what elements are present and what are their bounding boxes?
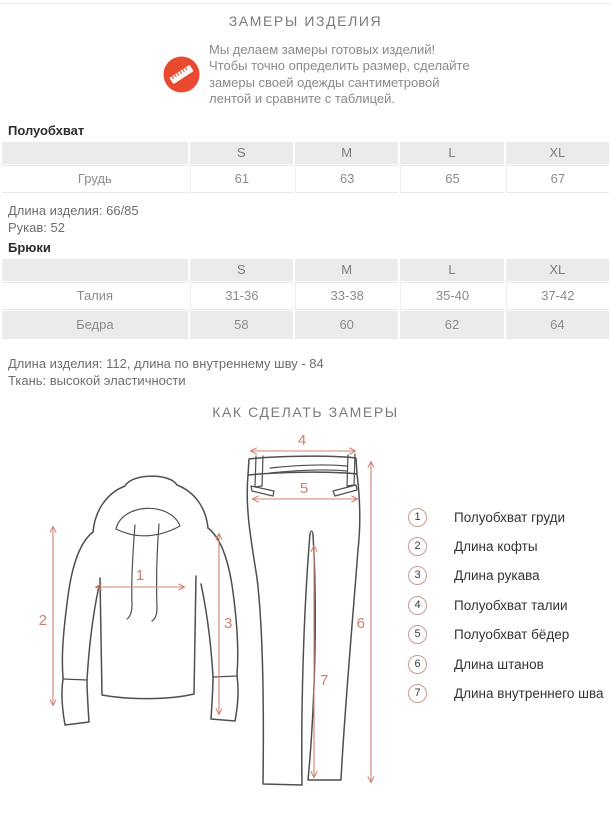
hoodie-hood-opening-path — [116, 508, 180, 535]
value-cell: 33-38 — [295, 282, 398, 310]
pants-right-leg-path — [308, 474, 360, 780]
size-header-cell: M — [295, 259, 398, 281]
row-label-cell: Грудь — [2, 165, 188, 193]
legend-label: Длина штанов — [454, 656, 544, 672]
legend-number-badge: 6 — [408, 655, 427, 674]
value-cell: 63 — [295, 165, 398, 193]
legend-number-badge: 3 — [408, 566, 427, 585]
legend-item — [408, 566, 604, 585]
legend-label: Длина рукава — [454, 568, 540, 584]
size-header-cell: S — [190, 142, 293, 164]
legend-item — [408, 684, 604, 703]
product-measurements-page — [0, 3, 611, 803]
measurement-figure — [30, 428, 410, 800]
tops-size-table — [0, 141, 611, 194]
size-header-cell: L — [400, 259, 503, 281]
note-sleeve: Рукав: 52 — [8, 219, 65, 235]
size-header-cell: S — [190, 259, 293, 281]
mark-3: 3 — [224, 614, 233, 632]
pants-outline — [247, 454, 360, 785]
legend-item — [408, 537, 604, 556]
value-cell: 62 — [400, 311, 503, 339]
note-pants-length: Длина изделия: 112, длина по внутреннему шву - 84 — [8, 355, 324, 371]
value-cell: 31-36 — [190, 282, 293, 310]
legend-number-badge: 4 — [408, 596, 427, 615]
legend-number-badge: 2 — [408, 537, 427, 556]
value-cell: 35-40 — [400, 282, 503, 310]
row-label-cell: Талия — [2, 282, 188, 310]
legend-item — [408, 625, 604, 644]
measurement-legend — [408, 508, 604, 714]
mark-4: 4 — [297, 431, 307, 449]
row-label-cell: Бедра — [2, 311, 188, 339]
size-header-cell: XL — [506, 142, 609, 164]
legend-item — [408, 596, 604, 615]
mark-7: 7 — [320, 671, 329, 689]
value-cell: 61 — [190, 165, 293, 193]
hoodie-left-sleeve-path — [62, 532, 99, 725]
size-header-row — [2, 259, 609, 281]
page-title: ЗАМЕРЫ ИЗДЕЛИЯ — [228, 13, 383, 29]
value-cell: 67 — [506, 165, 609, 193]
how-to-measure-diagram — [0, 420, 611, 824]
size-header-cell: XL — [506, 259, 609, 281]
table-row — [2, 311, 609, 339]
legend-number-badge: 1 — [408, 508, 427, 527]
hoodie-torso-path — [100, 576, 196, 699]
top-divider — [0, 3, 611, 4]
legend-number-badge: 5 — [408, 625, 427, 644]
intro-text: Мы делаем замеры готовых изделий! Чтобы точно определить размер, сделайте замеры своей одежды сантиметровой лентой и сравните с таблицей. — [209, 42, 470, 107]
table-row — [2, 282, 609, 310]
pants-size-table — [0, 258, 611, 340]
mark-1: 1 — [135, 566, 145, 584]
hoodie-right-cuff-seam — [213, 676, 237, 677]
legend-label: Полуобхват бёдер — [454, 627, 570, 643]
mark-5: 5 — [299, 479, 309, 497]
pants-crotch-join — [310, 531, 313, 534]
hoodie-hood-path — [93, 476, 208, 532]
value-cell: 37-42 — [506, 282, 609, 310]
ruler-icon — [163, 56, 200, 93]
legend-item — [408, 508, 604, 527]
value-cell: 65 — [400, 165, 503, 193]
legend-label: Полуобхват груди — [454, 509, 566, 525]
note-fabric: Ткань: высокой эластичности — [8, 372, 186, 388]
size-header-row — [2, 142, 609, 164]
empty-header-cell — [2, 142, 188, 164]
mark-2: 2 — [38, 611, 47, 629]
hoodie-left-cuff-seam — [63, 679, 87, 680]
legend-label: Длина кофты — [454, 539, 538, 555]
legend-item — [408, 655, 604, 674]
value-cell: 60 — [295, 311, 398, 339]
size-header-cell: L — [400, 142, 503, 164]
hoodie-outline — [62, 476, 238, 725]
mark-6: 6 — [356, 614, 365, 632]
value-cell: 58 — [190, 311, 293, 339]
intro-block — [163, 42, 611, 108]
diagram-heading: КАК СДЕЛАТЬ ЗАМЕРЫ — [212, 403, 399, 420]
value-cell: 64 — [506, 311, 609, 339]
pants-notes — [8, 357, 611, 387]
tops-notes — [8, 204, 611, 234]
legend-label: Полуобхват талии — [454, 597, 568, 613]
empty-header-cell — [2, 259, 188, 281]
legend-label: Длина внутреннего шва — [454, 685, 604, 701]
size-header-cell: M — [295, 142, 398, 164]
legend-number-badge: 7 — [408, 684, 427, 703]
pants-left-leg-path — [247, 475, 310, 785]
section-label-pants: Брюки — [8, 239, 51, 255]
section-label-tops: Полуобхват — [8, 122, 85, 138]
table-row — [2, 165, 609, 193]
note-length: Длина изделия: 66/85 — [8, 202, 139, 218]
